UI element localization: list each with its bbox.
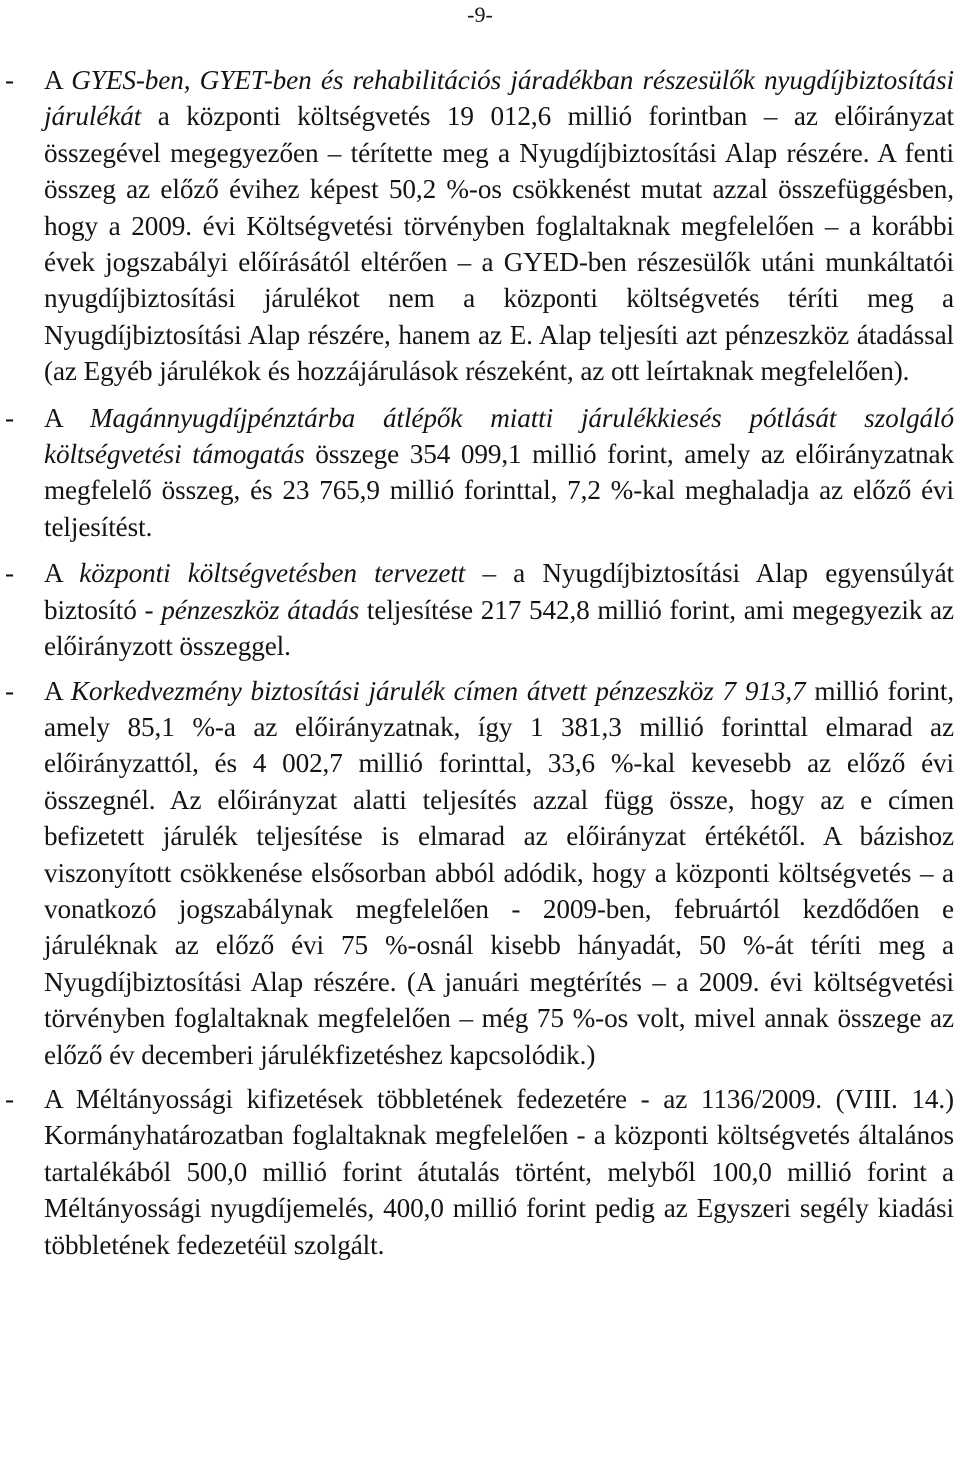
paragraph-gyes-gyet [0, 62, 960, 390]
bullet-dash: - [5, 1083, 14, 1114]
paragraph-text: A [44, 402, 90, 433]
paragraph-korkedvezmeny [0, 673, 960, 1073]
paragraph-meltanyossagi [0, 1081, 960, 1263]
bullet-dash: - [5, 402, 14, 433]
paragraph-italic-text: Korkedvezmény biztosítási járulék címen átvett pénzeszköz 7 913,7 [70, 675, 806, 706]
bullet-dash: - [5, 558, 14, 589]
paragraph-italic-text: központi költségvetésben tervezett [79, 558, 466, 589]
page-number: -9- [467, 2, 493, 27]
paragraph-text: millió forint, amely 85,1 %-a az előirányzatnak, így 1 381,3 millió forinttal elmarad az előirányzattól, és 4 002,7 millió forinttal, 33,6 %-kal kevesebb az előző évi összegnél. Az előirányzat alatti teljesítés azzal függ össze, hogy az e címen befizetett járulék teljesítése is elmarad az előirányzat értékétől. A bázishoz viszonyított csökkenése elsősorban abból adódik, hogy a központi költségvetés – a vonatkozó jogszabálynak megfelelően - 2009-ben, februártól kezdődően e járuléknak az előző évi 75 %-osnál kisebb hányadát, 50 %-át téríti meg a Nyugdíjbiztosítási Alap részére. (A januári megtérítés – a 2009. évi költségvetési törvényben foglaltaknak megfelelően – még 75 %-os volt, mivel annak összege az előző év decemberi járulékfizetéshez kapcsolódik.) [44, 675, 955, 1070]
paragraph-text: A Méltányossági kifizetések többletének fedezetére - az 1136/2009. (VIII. 14.) Kormányhatározatban foglaltaknak megfelelően - a központi költségvetés általános tartalékából 500,0 millió forint átutalás történt, melyből 100,0 millió forint a Méltányossági nyugdíjemelés, 400,0 millió forint pedig az Egyszeri segély kiadási többletének fedezetéül szolgált. [44, 1083, 954, 1260]
paragraph-text: – a Nyugdíjbiztosítási Alap egyensúlyát biztosító - [44, 558, 955, 625]
paragraph-text: teljesítése 217 542,8 millió forint, ami megegyezik az előirányzott összeggel. [44, 594, 954, 662]
paragraph-italic-text: GYES-ben, GYET-ben és rehabilitációs járadékban részesülők nyugdíjbiztosítási járulékát [44, 65, 954, 132]
bullet-dash: - [5, 65, 14, 95]
paragraph-text: A [44, 675, 71, 706]
paragraph-text: a központi költségvetés 19 012,6 millió forintban – az előirányzat összegével megegyezően – térítette meg a Nyugdíjbiztosítási Alap részére. A fenti összeg az előző évihez képest 50,2 %-os csökkenést mutat azzal összefüggésben, hogy a 2009. évi Költségvetési törvényben foglaltaknak megfelelően – a korábbi évek jogszabályi előírásától eltérően – a GYED-ben részesülők utáni munkáltatói nyugdíjbiztosítási járulékot nem a központi költségvetés téríti meg a Nyugdíjbiztosítási Alap részére, hanem az E. Alap teljesíti azt pénzeszköz átadással (az Egyéb járulékok és hozzájárulások részeként, az ott leírtaknak megfelelően). [44, 101, 954, 387]
bullet-dash: - [5, 675, 14, 706]
paragraph-maganyugdijpenztar [0, 400, 960, 546]
paragraph-text: összege 354 099,1 millió forint, amely az előirányzatnak megfelelő összeg, és 23 765,9 millió forinttal, 7,2 %-kal meghaladja az előző évi teljesítést. [44, 439, 954, 542]
paragraph-list [0, 62, 960, 1273]
paragraph-text: A [44, 558, 80, 589]
paragraph-kozponti-koltsegvetes [0, 555, 960, 664]
paragraph-italic-text: pénzeszköz átadás [161, 594, 360, 625]
paragraph-italic-text: Magánnyugdíjpénztárba átlépők miatti járulékkiesés pótlását szolgáló költségvetési támogatás [44, 402, 955, 470]
paragraph-text: A [44, 65, 72, 95]
